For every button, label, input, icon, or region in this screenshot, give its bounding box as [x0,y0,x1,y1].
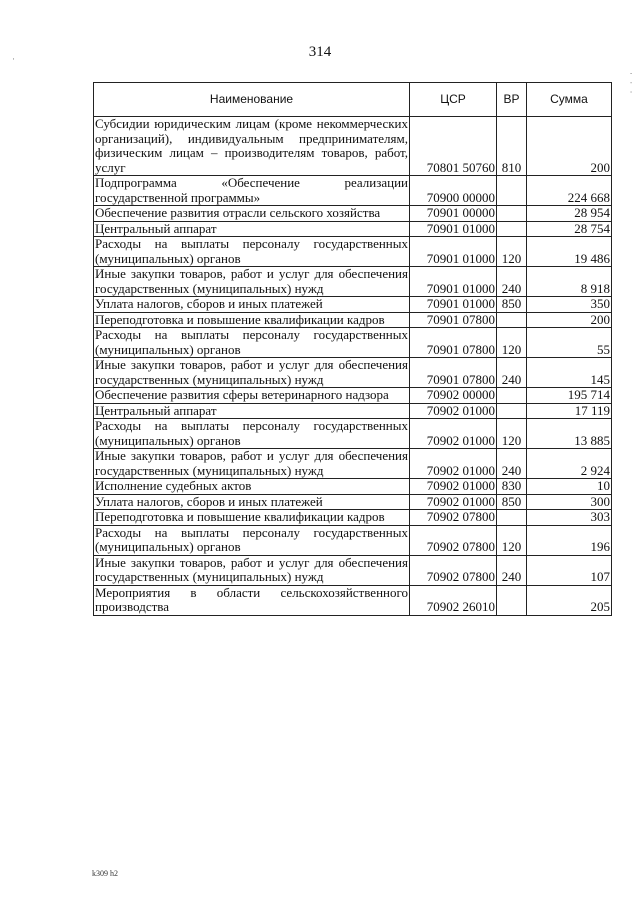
row-sum: 195 714 [527,388,612,404]
row-csr: 70901 01000 [410,237,497,267]
row-csr: 70902 01000 [410,419,497,449]
row-vr [497,206,527,222]
row-sum: 2 924 [527,449,612,479]
row-sum: 196 [527,525,612,555]
row-name: Расходы на выплаты персоналу государственных (муниципальных) органов [95,418,408,448]
row-vr [497,585,527,615]
row-sum: 55 [527,328,612,358]
header-sum: Сумма [527,83,612,117]
row-vr: 850 [497,297,527,313]
row-sum: 145 [527,358,612,388]
row-sum: 350 [527,297,612,313]
table-row [94,494,612,510]
table-row [94,221,612,237]
row-vr: 120 [497,328,527,358]
row-sum: 205 [527,585,612,615]
footer-code: k309 h2 [92,869,118,878]
row-csr: 70901 07800 [410,358,497,388]
table-row [94,176,612,206]
row-name: Иные закупки товаров, работ и услуг для обеспечения государственных (муниципальных) нужд [95,266,408,296]
row-csr: 70902 07800 [410,555,497,585]
row-name: Переподготовка и повышение квалификации кадров [94,510,410,526]
row-sum: 224 668 [527,176,612,206]
row-csr: 70902 01000 [410,479,497,495]
table-row [94,117,612,176]
row-vr: 120 [497,419,527,449]
table-row [94,388,612,404]
row-name: Переподготовка и повышение квалификации кадров [94,312,410,328]
row-vr [497,221,527,237]
table-row [94,403,612,419]
scan-speck-mark: · [12,54,15,64]
row-name: Мероприятия в области сельскохозяйственного производства [95,584,408,614]
row-vr: 120 [497,525,527,555]
row-sum: 28 954 [527,206,612,222]
page-number: 314 [308,44,332,60]
row-sum: 8 918 [527,267,612,297]
row-name: Центральный аппарат [94,221,410,237]
table-row [94,510,612,526]
row-sum: 300 [527,494,612,510]
row-sum: 19 486 [527,237,612,267]
header-csr: ЦСР [410,83,497,117]
row-vr [497,176,527,206]
row-csr: 70902 01000 [410,449,497,479]
row-csr: 70901 00000 [410,206,497,222]
table-row [94,328,612,358]
table-row [94,585,612,615]
table-row [94,449,612,479]
table-row [94,419,612,449]
row-csr: 70901 07800 [410,328,497,358]
row-csr: 70901 01000 [410,297,497,313]
row-csr: 70902 00000 [410,388,497,404]
row-name: Иные закупки товаров, работ и услуг для обеспечения государственных (муниципальных) нужд [95,554,408,584]
row-csr: 70902 07800 [410,510,497,526]
row-name: Исполнение судебных актов [94,479,410,495]
row-name: Расходы на выплаты персоналу государственных (муниципальных) органов [95,236,408,266]
row-name: Иные закупки товаров, работ и услуг для обеспечения государственных (муниципальных) нужд [95,357,408,387]
row-vr: 850 [497,494,527,510]
row-vr [497,403,527,419]
header-name: Наименование [94,83,410,117]
header-vr: ВР [497,83,527,117]
table-row [94,237,612,267]
row-name: Иные закупки товаров, работ и услуг для обеспечения государственных (муниципальных) нужд [95,448,408,478]
row-vr: 240 [497,449,527,479]
row-name: Обеспечение развития сферы ветеринарного надзора [94,388,410,404]
row-sum: 303 [527,510,612,526]
row-csr: 70901 07800 [410,312,497,328]
row-csr: 70902 01000 [410,403,497,419]
table-row [94,206,612,222]
row-csr: 70901 01000 [410,221,497,237]
row-vr: 240 [497,267,527,297]
row-vr: 240 [497,358,527,388]
table-row [94,358,612,388]
row-name: Уплата налогов, сборов и иных платежей [94,494,410,510]
row-csr: 70902 01000 [410,494,497,510]
row-csr: 70902 26010 [410,585,497,615]
row-sum: 13 885 [527,419,612,449]
row-name: Субсидии юридическим лицам (кроме некоммерческих организаций), индивидуальным предпринимателям, физическим лицам – производителям товаров, работ, услуг [95,116,408,175]
row-vr: 120 [497,237,527,267]
row-name: Уплата налогов, сборов и иных платежей [94,297,410,313]
row-sum: 28 754 [527,221,612,237]
row-csr: 70902 07800 [410,525,497,555]
row-vr [497,510,527,526]
table-row [94,267,612,297]
row-csr: 70900 00000 [410,176,497,206]
row-name: Расходы на выплаты персоналу государственных (муниципальных) органов [95,524,408,554]
row-name: Центральный аппарат [94,403,410,419]
row-csr: 70901 01000 [410,267,497,297]
table-row [94,312,612,328]
row-vr: 240 [497,555,527,585]
row-vr: 810 [497,117,527,176]
row-vr: 830 [497,479,527,495]
row-sum: 107 [527,555,612,585]
row-sum: 17 119 [527,403,612,419]
row-sum: 200 [527,312,612,328]
scan-edge-mark: · · · [626,72,636,96]
row-vr [497,388,527,404]
budget-table [93,82,612,616]
table-row [94,525,612,555]
table-header-row [94,83,612,117]
table-row [94,555,612,585]
row-name: Обеспечение развития отрасли сельского хозяйства [94,206,410,222]
row-name: Подпрограмма «Обеспечение реализации государственной программы» [95,175,408,205]
row-vr [497,312,527,328]
row-name: Расходы на выплаты персоналу государственных (муниципальных) органов [95,327,408,357]
table-row [94,297,612,313]
row-csr: 70801 50760 [410,117,497,176]
table-row [94,479,612,495]
row-sum: 10 [527,479,612,495]
row-sum: 200 [527,117,612,176]
